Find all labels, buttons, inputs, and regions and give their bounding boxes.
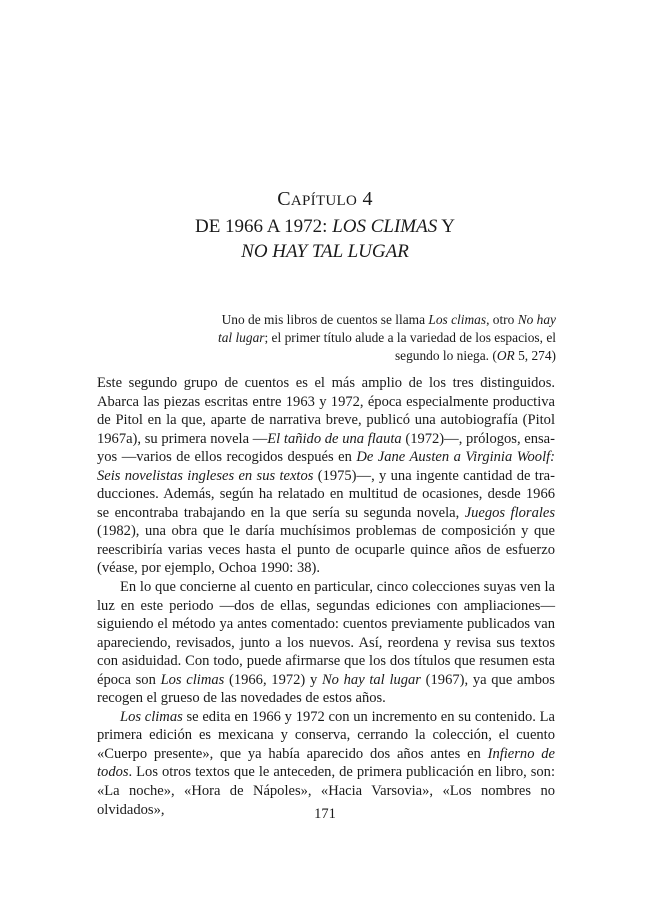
paragraph-2: En lo que concierne al cuento en particular, cinco colecciones suyas ven la luz en este periodo —dos de ellas, segundas ediciones con ampliaciones— siguiendo el método ya antes comentado: cuentos previamente publicados van apareciendo, revisados, junto a los nuevos. Así, reordena y revisa sus textos con asiduidad. Con todo, puede afirmarse que los dos títulos que resumen esta época son Los climas (1966, 1972) y No hay tal lugar (1967), ya que ambos recogen el grueso de las novedades de estos años. xyxy=(97,579,555,707)
paragraph-3: Los climas se edita en 1966 y 1972 con un incremento en su contenido. La primera edición es mexicana y conserva, cerrando la colección, el cuento «Cuerpo presente», que ya había aparecido dos años antes en Infierno de todos. Los otros textos que le anteceden, de primera publicación en libro, son: «La noche», «Hora de Nápoles», «Hacia Varsovia», «Los nombres no olvidados», xyxy=(97,708,555,818)
page-number: 171 xyxy=(314,806,336,822)
chapter-heading xyxy=(0,186,650,264)
body-text xyxy=(97,374,555,819)
epigraph: Uno de mis libros de cuentos se llama Los climas, otro No hay tal lugar; el primer título alude a la variedad de los espacios, el segundo lo niega. (OR 5, 274) xyxy=(217,312,556,363)
paragraph-1: Este segundo grupo de cuentos es el más amplio de los tres distinguidos. Abarca las piezas escritas entre 1963 y 1972, época especialmente productiva de Pitol en la que, aparte de narrativa breve, publicó una autobiografía (Pitol 1967a), su primera novela —El tañido de una flauta (1972)—, prólogos, ensayos —varios de ellos recogidos después en De Jane Austen a Virginia Woolf: Seis novelistas ingleses en sus textos (1975)—, y una ingente cantidad de traducciones. Además, según ha relatado en multitud de ocasiones, desde 1966 se encontraba trabajando en la que sería su segunda novela, Juegos florales (1982), una obra que le daría muchísimos problemas de composición y que reescribiría varias veces hasta el punto de ocuparle quince años de esfuerzo (véase, por ejemplo, Ochoa 1990: 38). xyxy=(97,375,555,577)
chapter-title: DE 1966 A 1972: LOS CLIMAS Y NO HAY TAL LUGAR xyxy=(194,216,456,262)
chapter-label: CAPÍTULO 4 xyxy=(277,188,373,210)
